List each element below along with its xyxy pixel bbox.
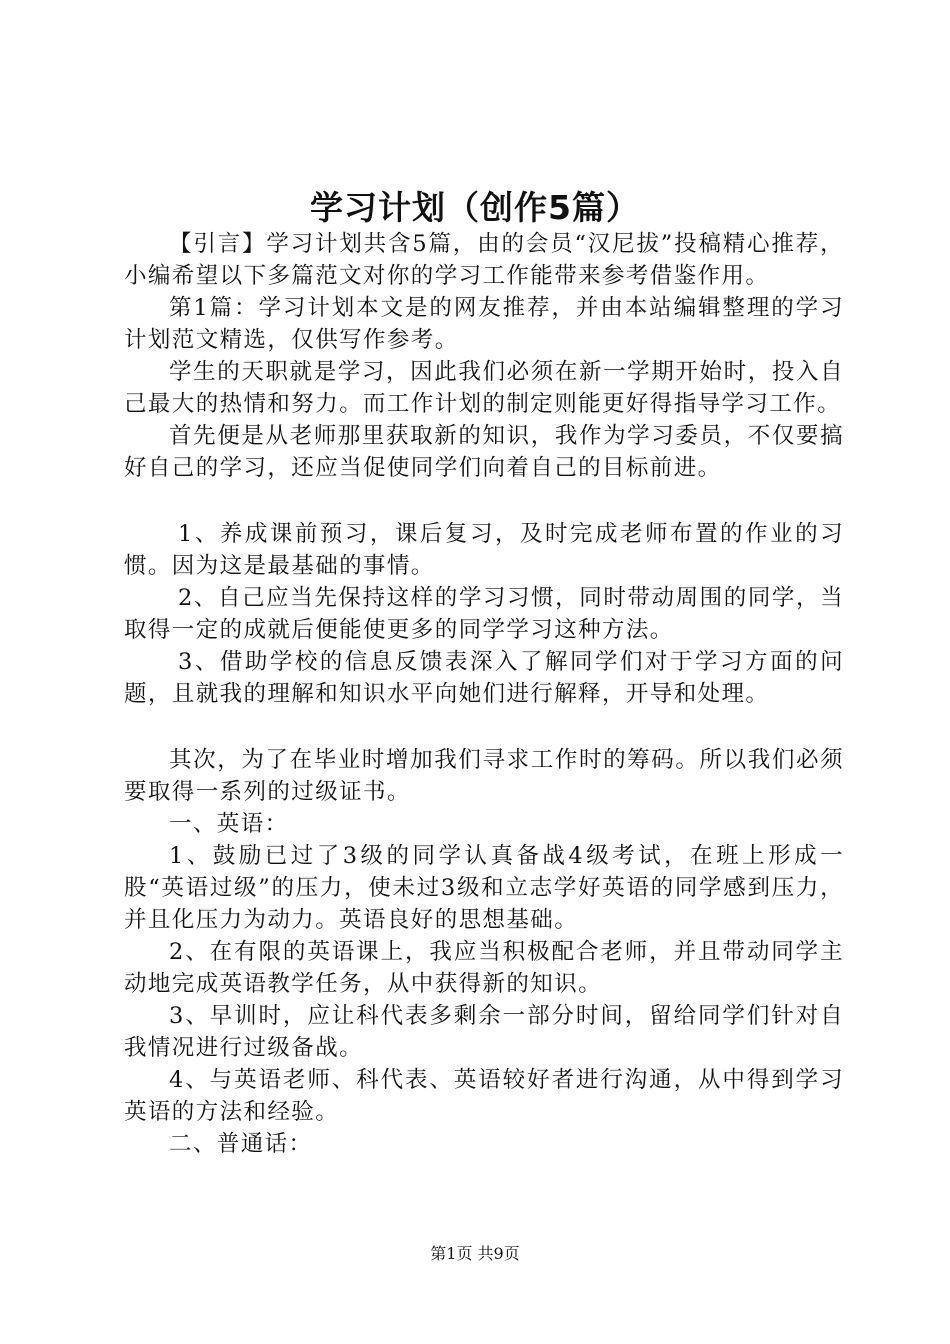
paragraph-part1-heading: 第1篇：学习计划本文是的网友推荐，并由本站编辑整理的学习计划范文精选，仅供写作参考。 bbox=[124, 295, 844, 353]
document-title: 学习计划（创作5篇） bbox=[310, 188, 640, 227]
paragraph: 首先便是从老师那里获取新的知识，我作为学习委员，不仅要搞好自己的学习，还应当促使同学们向着自己的目标前进。 bbox=[124, 423, 844, 481]
page-footer: 第1页 共9页 bbox=[430, 1244, 520, 1263]
list-item: 4、与英语老师、科代表、英语较好者进行沟通，从中得到学习英语的方法和经验。 bbox=[124, 1067, 844, 1125]
paragraph: 其次，为了在毕业时增加我们寻求工作时的筹码。所以我们必须要取得一系列的过级证书。 bbox=[124, 747, 844, 805]
paragraph: 学生的天职就是学习，因此我们必须在新一学期开始时，投入自己最大的热情和努力。而工作计划的制定则能更好得指导学习工作。 bbox=[124, 359, 844, 417]
blank-line bbox=[124, 710, 844, 744]
section-heading-mandarin: 二、普通话： bbox=[169, 1131, 313, 1157]
list-item: 2、自己应当先保持这样的学习习惯，同时带动周围的同学，当取得一定的成就后便能使更多的同学学习这种方法。 bbox=[124, 585, 844, 643]
list-item: 3、早训时，应让科代表多剩余一部分时间，留给同学们针对自我情况进行过级备战。 bbox=[124, 1003, 844, 1061]
list-item: 2、在有限的英语课上，我应当积极配合老师，并且带动同学主动地完成英语教学任务，从中获得新的知识。 bbox=[124, 939, 844, 997]
document-body bbox=[124, 228, 844, 1160]
section-heading-english: 一、英语： bbox=[169, 811, 289, 837]
list-item: 1、养成课前预习，课后复习，及时完成老师布置的作业的习惯。因为这是最基础的事情。 bbox=[124, 521, 844, 579]
paragraph-intro: 【引言】学习计划共含5篇，由的会员“汉尼拔”投稿精心推荐，小编希望以下多篇范文对你的学习工作能带来参考借鉴作用。 bbox=[124, 231, 844, 289]
list-item: 1、鼓励已过了3级的同学认真备战4级考试，在班上形成一股“英语过级”的压力，使未过3级和立志学好英语的同学感到压力，并且化压力为动力。英语良好的思想基础。 bbox=[124, 843, 844, 933]
blank-line bbox=[124, 484, 844, 518]
list-item: 3、借助学校的信息反馈表深入了解同学们对于学习方面的问题，且就我的理解和知识水平向她们进行解释，开导和处理。 bbox=[124, 649, 844, 707]
